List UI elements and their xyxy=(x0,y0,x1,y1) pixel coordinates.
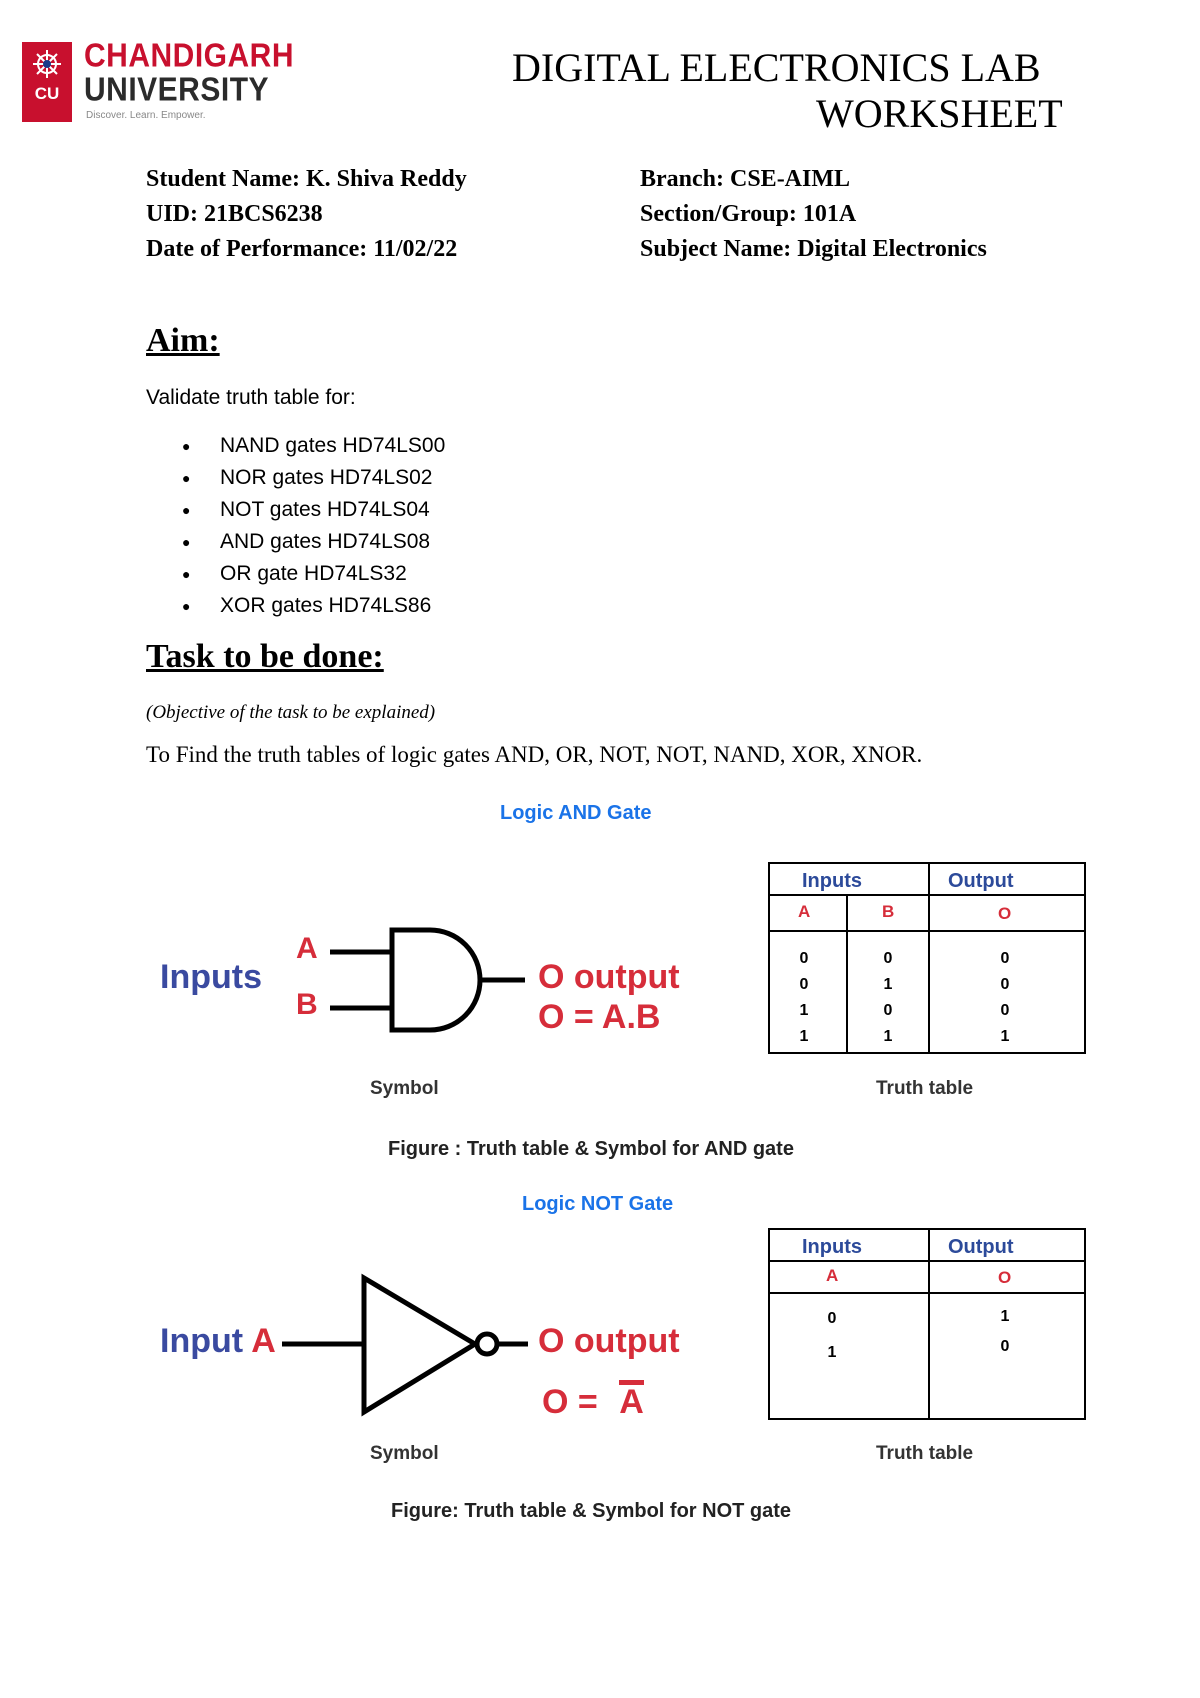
task-statement: To Find the truth tables of logic gates AND, OR, NOT, NOT, NAND, XOR, XNOR. xyxy=(146,742,923,767)
logo-university-name-line2: UNIVERSITY xyxy=(84,72,270,109)
table-cell: 0 xyxy=(1000,1002,1010,1019)
and-col-b: B xyxy=(882,902,895,921)
and-input-b: B xyxy=(296,988,318,1021)
logo-emblem-icon xyxy=(30,48,64,80)
student-uid: UID: 21BCS6238 xyxy=(146,201,323,227)
and-truth-table xyxy=(768,862,1086,1054)
not-inputs-header: Inputs xyxy=(802,1236,862,1258)
not-input-label: Input A xyxy=(160,1322,276,1360)
not-equation: O = A xyxy=(542,1380,644,1422)
table-cell: 1 xyxy=(1000,1028,1010,1045)
and-inputs-header: Inputs xyxy=(802,870,862,892)
student-info-left xyxy=(146,162,467,267)
not-truth-table xyxy=(768,1228,1086,1420)
table-cell: 0 xyxy=(827,1310,837,1327)
logo-university-name-line1: CHANDIGARH xyxy=(84,38,294,75)
table-cell: 1 xyxy=(883,976,893,993)
table-cell: 1 xyxy=(827,1344,837,1361)
date-of-performance: Date of Performance: 11/02/22 xyxy=(146,236,458,262)
table-cell: 1 xyxy=(799,1002,809,1019)
and-output-header: Output xyxy=(948,870,1014,892)
list-item: ● NOT gates HD74LS04 xyxy=(146,494,445,526)
student-name: Student Name: K. Shiva Reddy xyxy=(146,166,467,192)
table-cell: 0 xyxy=(1000,950,1010,967)
table-cell: 1 xyxy=(1000,1308,1010,1325)
section-group: Section/Group: 101A xyxy=(640,201,857,227)
table-cell: 0 xyxy=(883,1002,893,1019)
list-item: ● AND gates HD74LS08 xyxy=(146,526,445,558)
table-cell: 0 xyxy=(799,976,809,993)
list-item: ● NOR gates HD74LS02 xyxy=(146,462,445,494)
not-col-a: A xyxy=(826,1266,839,1285)
and-symbol-label: Symbol xyxy=(370,1078,439,1099)
not-gate-title: Logic NOT Gate xyxy=(522,1193,674,1215)
logo-badge-text: CU xyxy=(34,84,60,103)
task-objective: (Objective of the task to be explained) xyxy=(146,702,436,723)
and-figure-caption: Figure : Truth table & Symbol for AND gate xyxy=(388,1138,794,1160)
worksheet-title-line1: DIGITAL ELECTRONICS LAB xyxy=(512,45,1041,90)
not-gate-symbol-icon xyxy=(280,1268,530,1428)
table-cell: 0 xyxy=(883,950,893,967)
aim-intro: Validate truth table for: xyxy=(146,386,356,409)
and-col-o: O xyxy=(998,904,1012,923)
and-truth-table-label: Truth table xyxy=(876,1078,974,1099)
and-gate-symbol-icon xyxy=(320,920,530,1040)
list-item: ● XOR gates HD74LS86 xyxy=(146,590,445,622)
logo-tagline: Discover. Learn. Empower. xyxy=(86,110,206,121)
table-cell: 1 xyxy=(799,1028,809,1045)
student-info-right xyxy=(640,162,987,267)
and-inputs-label: Inputs xyxy=(160,958,262,996)
not-output-header: Output xyxy=(948,1236,1014,1258)
aim-heading: Aim: xyxy=(146,322,220,359)
not-col-o: O xyxy=(998,1268,1012,1287)
table-cell: 1 xyxy=(883,1028,893,1045)
list-item: ● OR gate HD74LS32 xyxy=(146,558,445,590)
branch: Branch: CSE-AIML xyxy=(640,166,851,192)
and-equation: O = A.B xyxy=(538,998,661,1036)
and-input-a: A xyxy=(296,932,318,965)
task-heading: Task to be done: xyxy=(146,638,384,675)
table-cell: 0 xyxy=(799,950,809,967)
not-equation-var: A xyxy=(619,1380,644,1417)
university-logo-badge xyxy=(22,42,72,122)
not-symbol-label: Symbol xyxy=(370,1443,439,1464)
list-item: ● NAND gates HD74LS00 xyxy=(146,430,445,462)
not-figure-caption: Figure: Truth table & Symbol for NOT gate xyxy=(391,1500,792,1522)
table-cell: 0 xyxy=(1000,1338,1010,1355)
gate-list xyxy=(146,430,445,622)
not-truth-table-label: Truth table xyxy=(876,1443,974,1464)
and-col-a: A xyxy=(798,902,811,921)
and-output-label: O output xyxy=(538,958,680,996)
and-gate-title: Logic AND Gate xyxy=(500,802,652,824)
not-output-label: O output xyxy=(538,1322,680,1360)
worksheet-title-line2: WORKSHEET xyxy=(816,91,1063,136)
subject-name: Subject Name: Digital Electronics xyxy=(640,236,987,262)
table-cell: 0 xyxy=(1000,976,1010,993)
